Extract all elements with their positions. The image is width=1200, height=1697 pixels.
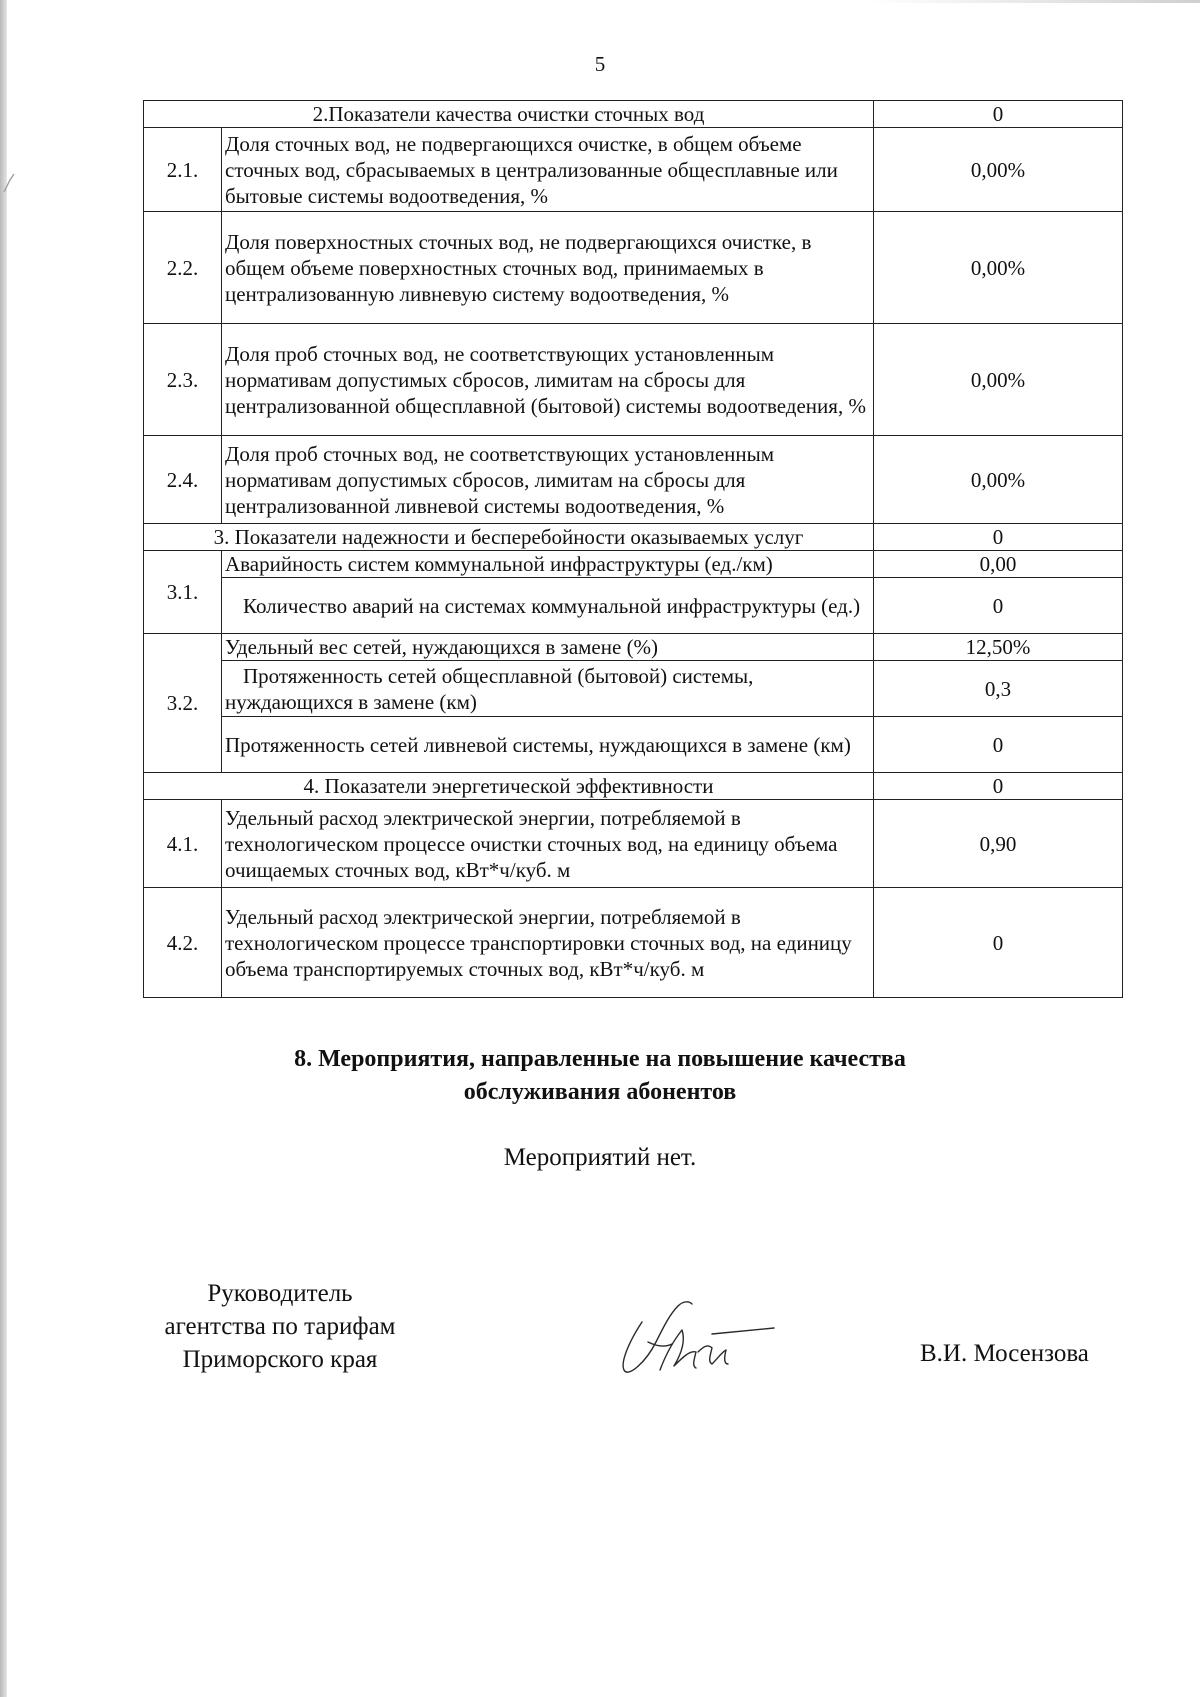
row-value: 0,00% xyxy=(874,128,1123,212)
section-title-line: 8. Мероприятия, направленные на повышение качества xyxy=(294,1046,906,1072)
signer-title xyxy=(130,1277,430,1376)
row-value: 0,3 xyxy=(874,661,1123,717)
row-name: Протяженность сетей ливневой системы, нуждающихся в замене (км) xyxy=(222,717,874,773)
table-row xyxy=(144,800,1123,888)
row-value: 0,00% xyxy=(874,436,1123,524)
handwritten-signature xyxy=(612,1292,782,1382)
table-row xyxy=(144,578,1123,634)
row-name: Удельный вес сетей, нуждающихся в замене (%) xyxy=(222,634,874,661)
table-row xyxy=(144,212,1123,324)
group-value: 0 xyxy=(874,101,1123,128)
table-row xyxy=(144,436,1123,524)
group-value: 0 xyxy=(874,773,1123,800)
signer-title-line: Руководитель xyxy=(207,1280,353,1307)
table-row xyxy=(144,661,1123,717)
row-name: Протяженность сетей общесплавной (бытовой) системы, нуждающихся в замене (км) xyxy=(222,661,874,717)
row-value: 0,00 xyxy=(874,551,1123,578)
row-name: Доля проб сточных вод, не соответствующих установленным нормативам допустимых сбросов, лимитам на сбросы для централизованной ливневой системы водоотведения, % xyxy=(222,436,874,524)
row-name: Аварийность систем коммунальной инфраструктуры (ед./км) xyxy=(222,551,874,578)
group-header-quality: 2.Показатели качества очистки сточных вод xyxy=(144,101,874,128)
section-title-line: обслуживания абонентов xyxy=(463,1079,737,1105)
row-number: 2.2. xyxy=(144,212,222,324)
scan-mark xyxy=(2,172,16,194)
row-value: 0,00% xyxy=(874,212,1123,324)
row-name: Количество аварий на системах коммунальной инфраструктуры (ед.) xyxy=(222,578,874,634)
table-row xyxy=(144,128,1123,212)
indicators-table xyxy=(143,100,1123,998)
signer-title-line: агентства по тарифам xyxy=(164,1313,396,1340)
section-title xyxy=(0,1043,1200,1109)
row-value: 0,00% xyxy=(874,324,1123,436)
table-row xyxy=(144,524,1123,551)
row-name: Доля поверхностных сточных вод, не подвергающихся очистке, в общем объеме поверхностных сточных вод, принимаемых в централизованную ливневую систему водоотведения, % xyxy=(222,212,874,324)
group-header-energy: 4. Показатели энергетической эффективности xyxy=(144,773,874,800)
group-value: 0 xyxy=(874,524,1123,551)
row-name: Доля сточных вод, не подвергающихся очистке, в общем объеме сточных вод, сбрасываемых в централизованные общесплавные или бытовые системы водоотведения, % xyxy=(222,128,874,212)
row-number: 2.4. xyxy=(144,436,222,524)
row-number: 2.3. xyxy=(144,324,222,436)
section-body: Мероприятий нет. xyxy=(503,1144,697,1171)
table-row xyxy=(144,773,1123,800)
table-row xyxy=(144,551,1123,578)
table-row xyxy=(144,634,1123,661)
row-number: 4.2. xyxy=(144,888,222,998)
row-name: Доля проб сточных вод, не соответствующих установленным нормативам допустимых сбросов, лимитам на сбросы для централизованной общесплавной (бытовой) системы водоотведения, % xyxy=(222,324,874,436)
row-value: 0 xyxy=(874,578,1123,634)
table-row xyxy=(144,888,1123,998)
signer-title-line: Приморского края xyxy=(182,1346,378,1373)
table-row xyxy=(144,717,1123,773)
scan-top-edge xyxy=(870,0,1200,3)
row-number: 3.2. xyxy=(144,634,222,773)
signer-name: В.И. Мосензова xyxy=(920,1340,1089,1367)
group-header-reliability: 3. Показатели надежности и бесперебойности оказываемых услуг xyxy=(144,524,874,551)
scan-left-edge xyxy=(0,0,7,1697)
page-number: 5 xyxy=(594,52,606,76)
row-number: 2.1. xyxy=(144,128,222,212)
row-name: Удельный расход электрической энергии, потребляемой в технологическом процессе транспортировки сточных вод, на единицу объема транспортируемых сточных вод, кВт*ч/куб. м xyxy=(222,888,874,998)
table-row xyxy=(144,324,1123,436)
row-number: 4.1. xyxy=(144,800,222,888)
row-value: 0,90 xyxy=(874,800,1123,888)
row-value: 0 xyxy=(874,717,1123,773)
row-value: 0 xyxy=(874,888,1123,998)
table-row xyxy=(144,101,1123,128)
row-name: Удельный расход электрической энергии, потребляемой в технологическом процессе очистки сточных вод, на единицу объема очищаемых сточных вод, кВт*ч/куб. м xyxy=(222,800,874,888)
row-number: 3.1. xyxy=(144,551,222,634)
row-value: 12,50% xyxy=(874,634,1123,661)
